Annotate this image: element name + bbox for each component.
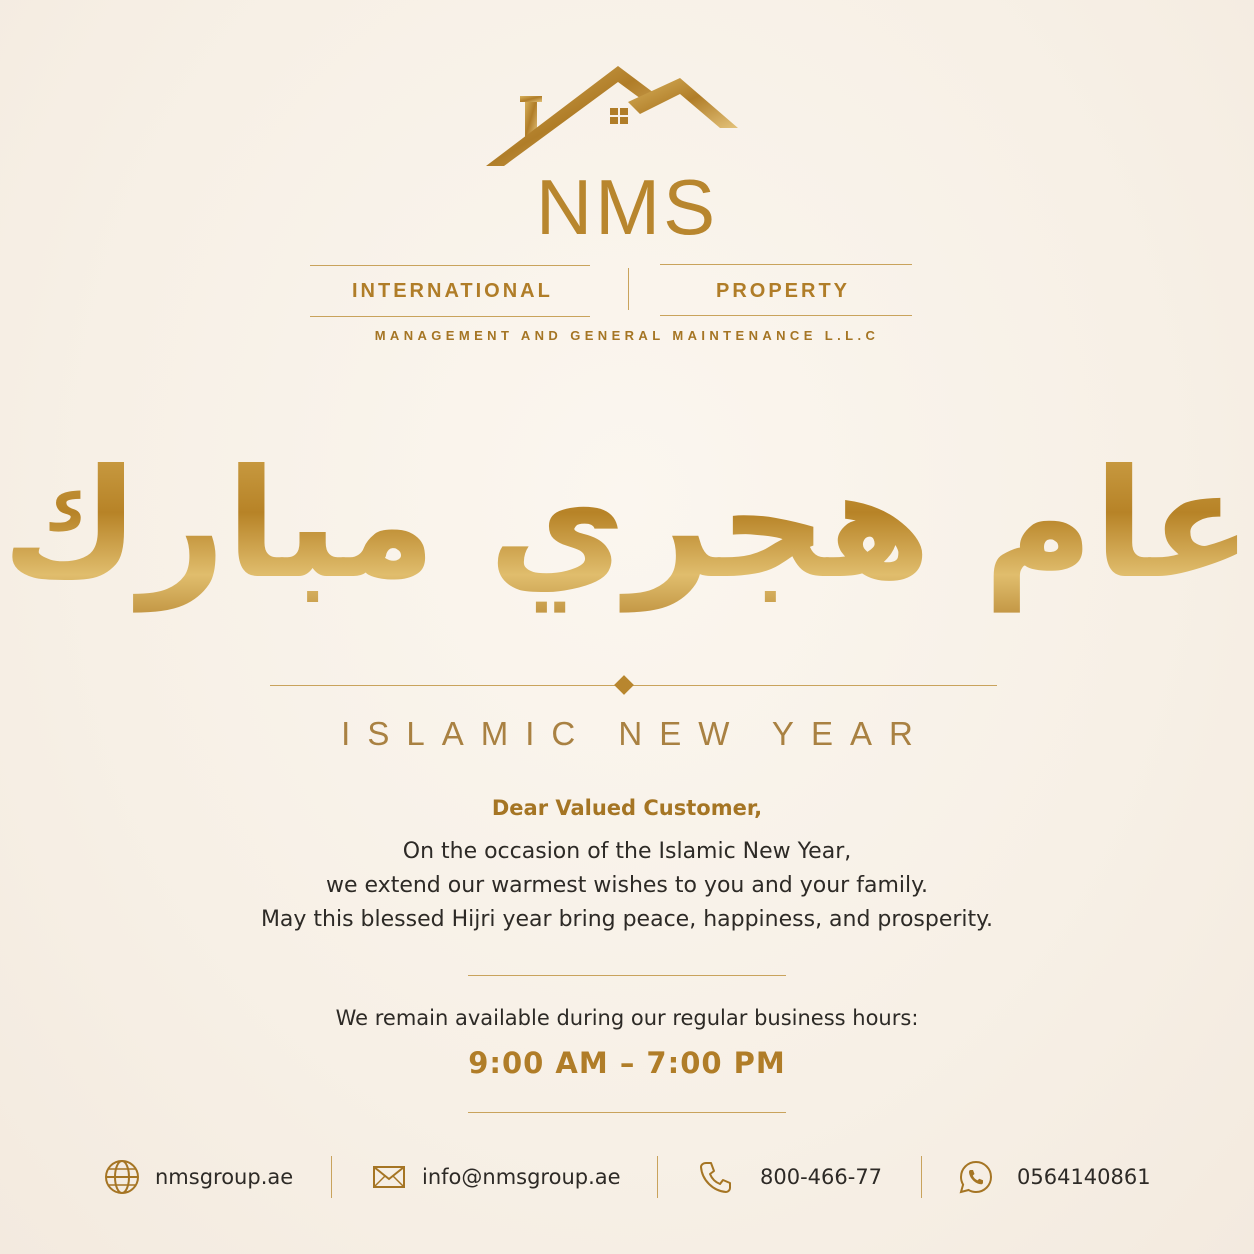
hours-divider-bottom [468,1112,786,1113]
divider-diamond-icon [614,675,634,695]
contact-email-text: info@nmsgroup.ae [422,1165,621,1189]
house-roof-logo-icon [480,62,750,172]
business-hours-label: We remain available during our regular business hours: [335,1006,919,1030]
contact-phone[interactable] [696,1156,882,1198]
brand-name: NMS [535,163,719,251]
contact-separator [657,1156,658,1198]
contact-separator [331,1156,332,1198]
globe-icon [103,1158,141,1196]
envelope-icon [370,1158,408,1196]
page-heading: ISLAMIC NEW YEAR [341,715,930,752]
logo-word-international: INTERNATIONAL [352,280,553,302]
phone-icon [696,1158,734,1196]
contact-phone-text: 800-466-77 [760,1165,883,1189]
hours-divider-top [468,975,786,976]
contact-whatsapp[interactable] [957,1156,1151,1198]
contact-whatsapp-text: 0564140861 [1017,1165,1151,1189]
logo-divider-top-left [310,265,590,266]
logo-divider-bottom-right [660,315,912,316]
message-line: On the occasion of the Islamic New Year, [402,839,852,864]
message-line: we extend our warmest wishes to you and your family. [326,873,928,898]
message-line: May this blessed Hijri year bring peace, happiness, and prosperity. [260,907,994,932]
contact-separator [921,1156,922,1198]
logo-word-property: PROPERTY [716,280,851,302]
contact-website-text: nmsgroup.ae [155,1165,294,1189]
contact-email[interactable] [370,1156,621,1198]
arabic-calligraphy-title: عام هجري مبارك [0,400,1254,650]
contact-website[interactable] [103,1156,293,1198]
logo-divider-bottom-left [310,316,590,317]
greeting-text: Dear Valued Customer, [491,796,763,820]
logo-tagline: MANAGEMENT AND GENERAL MAINTENANCE L.L.C [374,328,880,343]
business-hours-value: 9:00 AM – 7:00 PM [468,1046,786,1080]
whatsapp-icon [957,1158,995,1196]
logo-vertical-divider [628,268,629,310]
logo-divider-top-right [660,264,912,265]
